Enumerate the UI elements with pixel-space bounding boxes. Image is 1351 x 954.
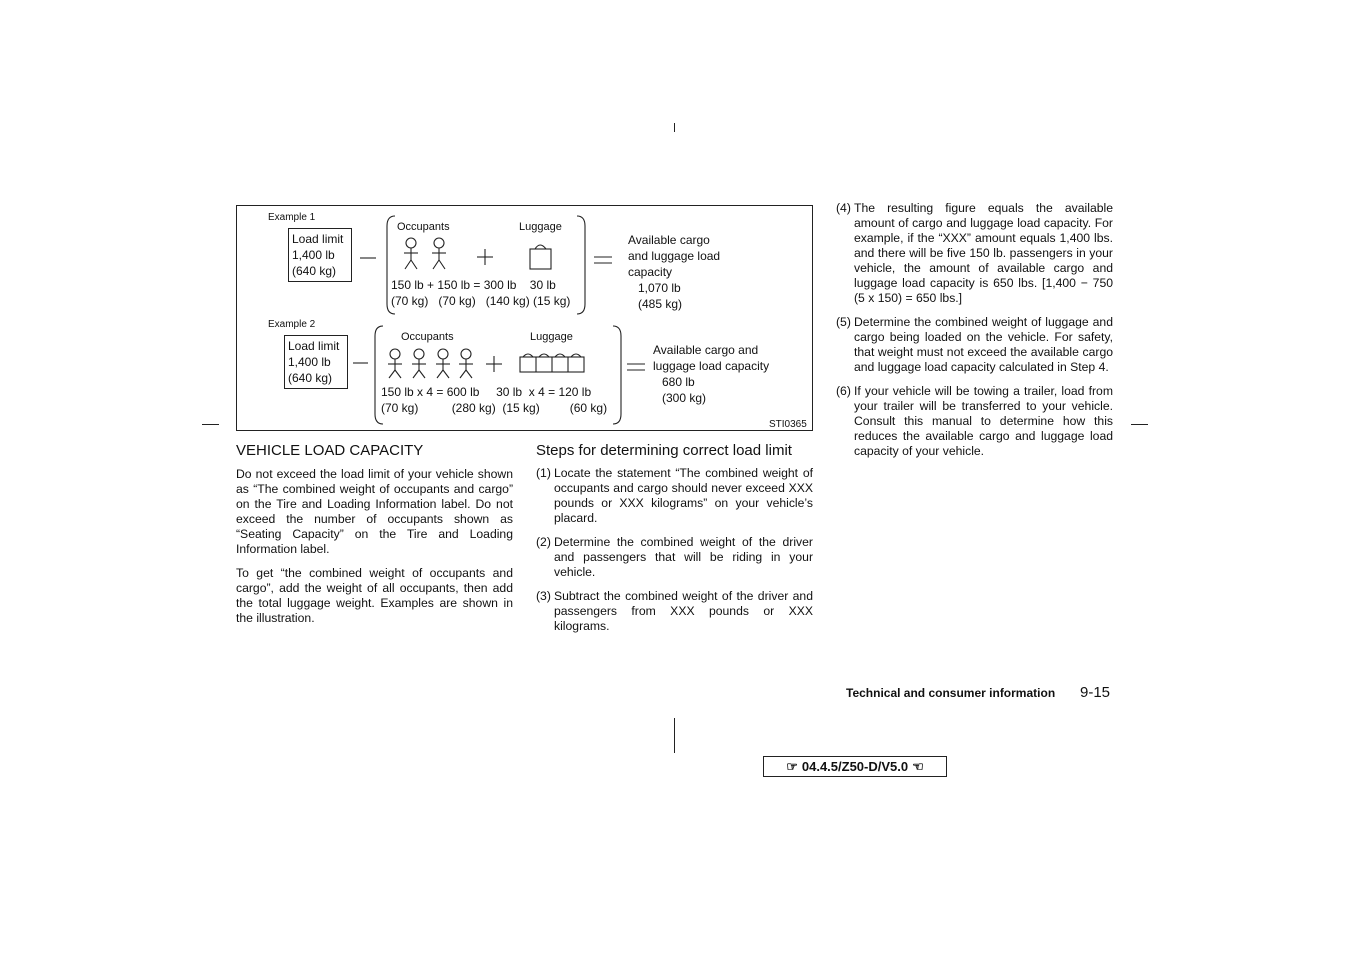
bracket-right bbox=[577, 216, 585, 314]
luggage-bag bbox=[530, 245, 551, 269]
step-item bbox=[536, 466, 813, 526]
page-number: 9-15 bbox=[1080, 684, 1111, 701]
step-item bbox=[836, 201, 1113, 306]
crop-mark-top bbox=[674, 123, 675, 132]
example1-result bbox=[628, 232, 720, 312]
paragraph: Do not exceed the load limit of your vehicle shown as “The combined weight of occupants and cargo” on the Tire and Loading Information label. Do not exceed the number of occupants shown as “Seating Capacity” on the Tire and Loading Information label. bbox=[236, 467, 513, 556]
column-vehicle-load-capacity bbox=[236, 441, 513, 635]
load-limit-label: Load limit bbox=[292, 232, 344, 246]
luggage-label: Luggage bbox=[519, 221, 562, 233]
crop-mark-left bbox=[202, 424, 219, 425]
pointing-hand-right-icon: ☞ bbox=[786, 758, 798, 774]
step-number: (5) bbox=[836, 315, 851, 329]
footer-section-title: Technical and consumer information bbox=[846, 686, 1056, 700]
example2-label: Example 2 bbox=[268, 319, 316, 330]
result-line: and luggage load bbox=[628, 249, 721, 263]
luggage-label: Luggage bbox=[530, 331, 573, 343]
step-text: Determine the combined weight of luggage and cargo being loaded on the vehicle. For safety, that weight must not exceed the available cargo and luggage load capacity calculated in Step 4. bbox=[854, 315, 1113, 374]
step-text: Subtract the combined weight of the driver and passengers from XXX pounds or XXX kilograms. bbox=[554, 589, 813, 633]
step-number: (6) bbox=[836, 384, 851, 398]
result-line: Available cargo and bbox=[653, 343, 759, 357]
load-limit-label: Load limit bbox=[288, 339, 340, 353]
step-number: (2) bbox=[536, 535, 551, 549]
load-capacity-illustration bbox=[236, 205, 813, 431]
step-text: Locate the statement “The combined weight of occupants and cargo should never exceed XXX pounds or XXX kilograms” on your vehicle’s placard. bbox=[554, 466, 813, 525]
step-item bbox=[836, 315, 1113, 375]
result-value-kg: (485 kg) bbox=[638, 297, 683, 311]
section-heading: VEHICLE LOAD CAPACITY bbox=[236, 442, 424, 459]
person-figure bbox=[432, 238, 446, 269]
paragraph: To get “the combined weight of occupants and cargo”, add the weight of all occupants, then add the total luggage weight. Examples are shown in the illustration. bbox=[236, 566, 513, 625]
figure-code: STI0365 bbox=[769, 419, 807, 430]
step-number: (3) bbox=[536, 589, 551, 603]
result-line: luggage load capacity bbox=[653, 359, 770, 373]
column-steps bbox=[536, 441, 813, 643]
step-number: (1) bbox=[536, 466, 551, 480]
step-item bbox=[536, 535, 813, 580]
edition-code-box bbox=[763, 756, 947, 777]
example1-calc-kg: (70 kg) (70 kg) (140 kg) (15 kg) bbox=[391, 294, 571, 308]
person-figure bbox=[459, 349, 473, 378]
result-value-lb: 1,070 lb bbox=[638, 281, 681, 295]
example2-calc-kg: (70 kg) (280 kg) (15 kg) (60 kg) bbox=[381, 401, 608, 415]
load-limit-lb: 1,400 lb bbox=[292, 248, 335, 262]
result-line: Available cargo bbox=[628, 233, 710, 247]
example2-calc-lb: 150 lb x 4 = 600 lb 30 lb x 4 = 120 lb bbox=[381, 385, 592, 399]
step-item bbox=[836, 384, 1113, 459]
example1-load-limit-box bbox=[288, 228, 352, 282]
step-item bbox=[536, 589, 813, 634]
occupants-label: Occupants bbox=[397, 221, 450, 233]
result-value-lb: 680 lb bbox=[662, 375, 695, 389]
person-figure bbox=[388, 349, 402, 378]
person-figure bbox=[412, 349, 426, 378]
luggage-bag-group bbox=[520, 354, 584, 372]
step-text: The resulting figure equals the available amount of cargo and luggage load capacity. For example, if the “XXX” amount equals 1,400 lbs. and there will be five 150 lb. passengers in your vehicle, the amount of available cargo and luggage load capacity is 650 lbs. [1,400 − 750 (5 x 150) = 650 lbs.] bbox=[854, 201, 1113, 305]
occupants-label: Occupants bbox=[401, 331, 454, 343]
example1-calc-lb: 150 lb + 150 lb = 300 lb 30 lb bbox=[391, 278, 556, 292]
load-limit-kg: (640 kg) bbox=[288, 371, 333, 385]
step-text: Determine the combined weight of the driver and passengers that will be riding in your vehicle. bbox=[554, 535, 813, 579]
crop-mark-bottom bbox=[674, 718, 675, 753]
result-value-kg: (300 kg) bbox=[662, 391, 707, 405]
example2-load-limit-box bbox=[284, 335, 348, 389]
pointing-hand-left-icon: ☜ bbox=[912, 758, 924, 774]
load-limit-kg: (640 kg) bbox=[292, 264, 337, 278]
crop-mark-right bbox=[1131, 424, 1148, 425]
column-steps-continued bbox=[836, 201, 1113, 468]
result-line: capacity bbox=[628, 265, 673, 279]
example2-result bbox=[653, 342, 769, 406]
bracket-right bbox=[613, 326, 621, 424]
section-heading: Steps for determining correct load limit bbox=[536, 442, 792, 459]
person-figure bbox=[436, 349, 450, 378]
step-text: If your vehicle will be towing a trailer, load from your trailer will be transferred to your vehicle. Consult this manual to determine how this reduces the available cargo and luggage load capacity of your vehicle. bbox=[854, 384, 1113, 458]
step-number: (4) bbox=[836, 201, 851, 215]
example1-label: Example 1 bbox=[268, 212, 316, 223]
load-limit-lb: 1,400 lb bbox=[288, 355, 331, 369]
person-figure bbox=[404, 238, 418, 269]
edition-code: 04.4.5/Z50-D/V5.0 bbox=[801, 759, 909, 774]
